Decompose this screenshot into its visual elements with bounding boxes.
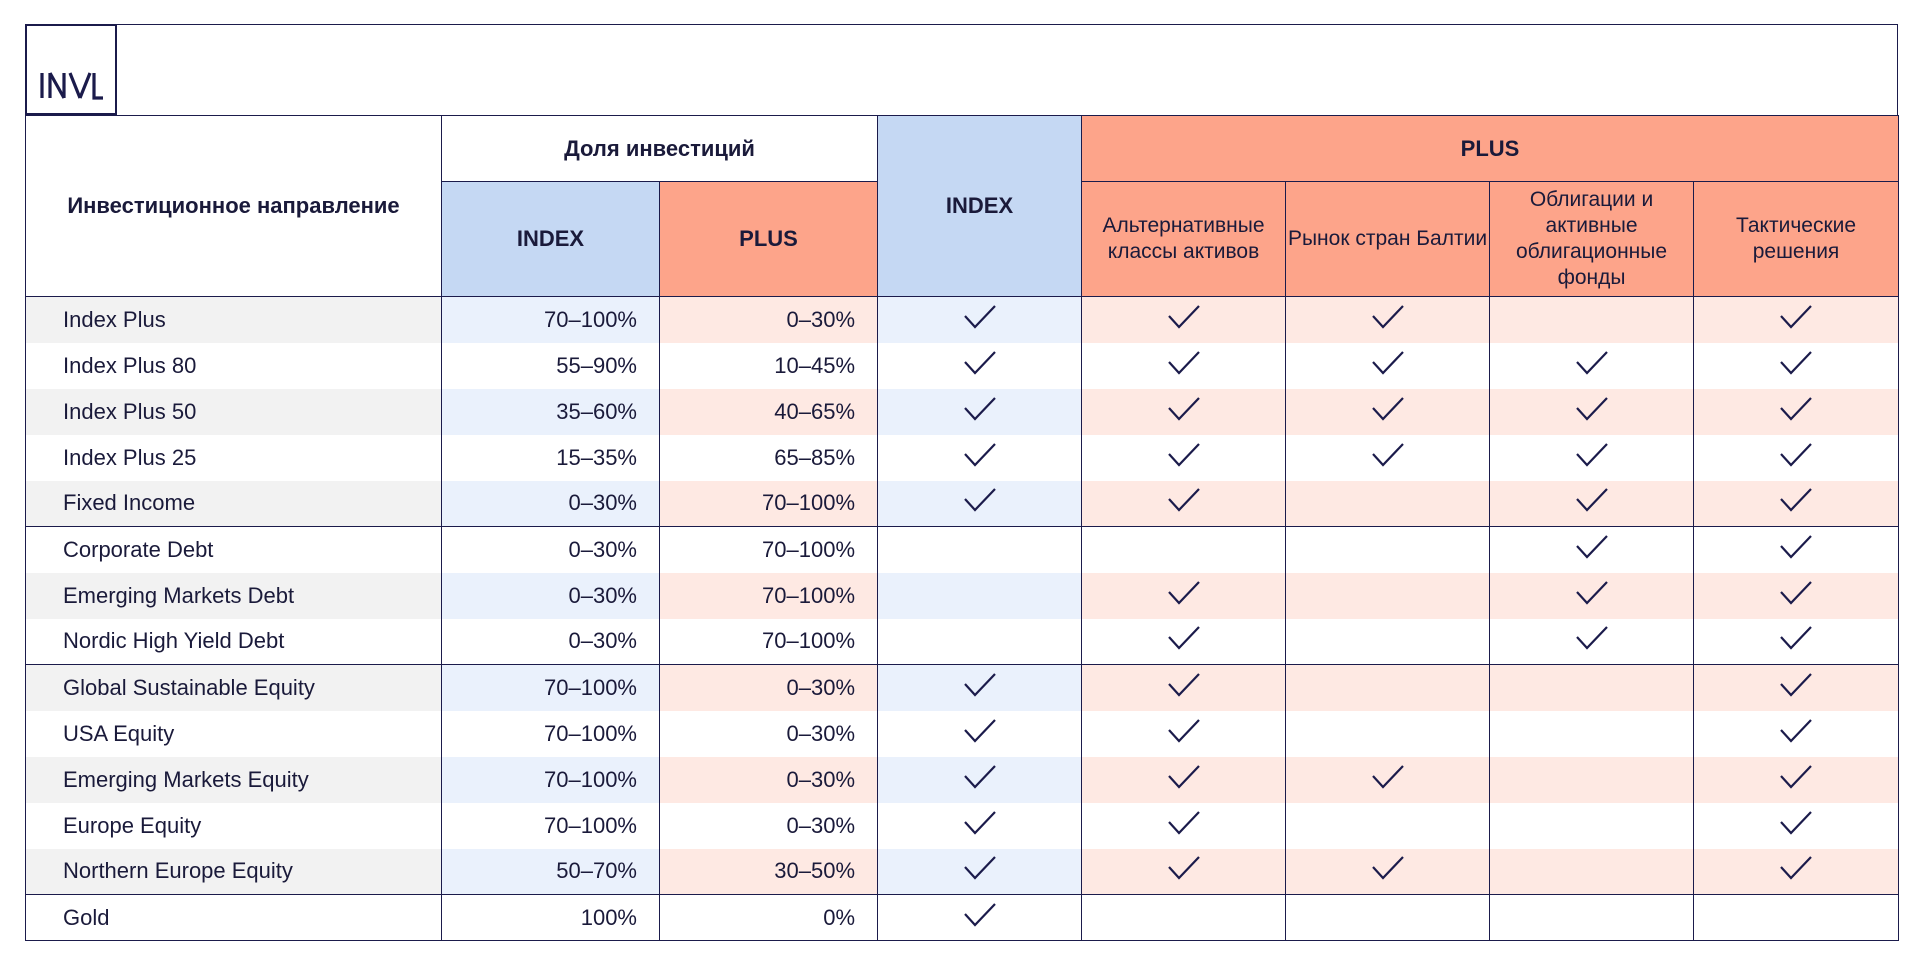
row-alternative-cell [1082, 573, 1286, 619]
checkmark-icon [963, 672, 997, 698]
checkmark-icon [963, 304, 997, 330]
checkmark-icon [1167, 350, 1201, 376]
checkmark-icon [1371, 396, 1405, 422]
row-index-cell [878, 527, 1082, 573]
checkmark-icon [1779, 764, 1813, 790]
row-baltic-cell [1286, 297, 1490, 343]
row-plus-share: 0–30% [660, 803, 878, 849]
row-index-cell [878, 435, 1082, 481]
row-baltic-cell [1286, 435, 1490, 481]
row-bonds-cell [1490, 297, 1694, 343]
row-baltic-cell [1286, 389, 1490, 435]
table-row [26, 481, 1899, 527]
row-bonds-cell [1490, 803, 1694, 849]
row-bonds-cell [1490, 711, 1694, 757]
row-tactical-cell [1694, 849, 1899, 895]
fund-comparison-table [25, 115, 1899, 941]
table-row [26, 343, 1899, 389]
checkmark-icon [963, 442, 997, 468]
row-index-cell [878, 757, 1082, 803]
row-baltic-cell [1286, 665, 1490, 711]
row-plus-share: 0% [660, 895, 878, 941]
row-alternative-cell [1082, 803, 1286, 849]
checkmark-icon [1167, 487, 1201, 513]
row-name: Index Plus 80 [26, 343, 442, 389]
row-index-cell [878, 297, 1082, 343]
row-index-share: 70–100% [442, 711, 660, 757]
row-index-share: 70–100% [442, 803, 660, 849]
row-tactical-cell [1694, 573, 1899, 619]
header-direction: Инвестиционное направление [26, 116, 442, 297]
row-plus-share: 0–30% [660, 297, 878, 343]
checkmark-icon [963, 396, 997, 422]
row-index-share: 35–60% [442, 389, 660, 435]
header-frame [25, 24, 1898, 115]
checkmark-icon [1167, 764, 1201, 790]
checkmark-icon [1779, 534, 1813, 560]
invl-logo [25, 24, 117, 115]
row-tactical-cell [1694, 343, 1899, 389]
row-baltic-cell [1286, 803, 1490, 849]
table-row [26, 849, 1899, 895]
header-share: Доля инвестиций [442, 116, 878, 182]
row-name: Northern Europe Equity [26, 849, 442, 895]
checkmark-icon [963, 902, 997, 928]
checkmark-icon [1167, 672, 1201, 698]
row-alternative-cell [1082, 757, 1286, 803]
table-row [26, 297, 1899, 343]
row-index-cell [878, 895, 1082, 941]
row-baltic-cell [1286, 527, 1490, 573]
row-index-share: 15–35% [442, 435, 660, 481]
table-row [26, 711, 1899, 757]
checkmark-icon [1167, 442, 1201, 468]
row-name: Global Sustainable Equity [26, 665, 442, 711]
checkmark-icon [1167, 810, 1201, 836]
row-plus-share: 10–45% [660, 343, 878, 389]
row-index-share: 0–30% [442, 527, 660, 573]
header-plus: PLUS [1082, 116, 1899, 182]
header-feature-alternative: Альтернативные классы активов [1082, 182, 1286, 297]
checkmark-icon [1779, 625, 1813, 651]
checkmark-icon [1371, 350, 1405, 376]
header-feature-bonds: Облигации и активные облигационные фонды [1490, 182, 1694, 297]
checkmark-icon [1371, 304, 1405, 330]
row-index-cell [878, 711, 1082, 757]
row-alternative-cell [1082, 527, 1286, 573]
row-plus-share: 70–100% [660, 481, 878, 527]
row-name: Europe Equity [26, 803, 442, 849]
row-name: Corporate Debt [26, 527, 442, 573]
row-name: Emerging Markets Debt [26, 573, 442, 619]
checkmark-icon [1167, 304, 1201, 330]
row-baltic-cell [1286, 895, 1490, 941]
row-plus-share: 65–85% [660, 435, 878, 481]
header-index: INDEX [878, 116, 1082, 297]
row-plus-share: 70–100% [660, 527, 878, 573]
row-tactical-cell [1694, 803, 1899, 849]
checkmark-icon [963, 350, 997, 376]
table-row [26, 665, 1899, 711]
row-name: Emerging Markets Equity [26, 757, 442, 803]
row-index-share: 0–30% [442, 481, 660, 527]
row-tactical-cell [1694, 435, 1899, 481]
row-tactical-cell [1694, 297, 1899, 343]
row-index-cell [878, 665, 1082, 711]
header-feature-tactical: Тактические решения [1694, 182, 1899, 297]
checkmark-icon [1371, 764, 1405, 790]
checkmark-icon [1575, 534, 1609, 560]
checkmark-icon [1575, 487, 1609, 513]
checkmark-icon [1779, 718, 1813, 744]
row-bonds-cell [1490, 849, 1694, 895]
row-plus-share: 70–100% [660, 573, 878, 619]
row-alternative-cell [1082, 297, 1286, 343]
row-bonds-cell [1490, 527, 1694, 573]
row-index-share: 55–90% [442, 343, 660, 389]
checkmark-icon [1575, 580, 1609, 606]
row-baltic-cell [1286, 343, 1490, 389]
header-feature-baltic: Рынок стран Балтии [1286, 182, 1490, 297]
checkmark-icon [1371, 442, 1405, 468]
row-name: Gold [26, 895, 442, 941]
row-plus-share: 0–30% [660, 665, 878, 711]
row-tactical-cell [1694, 895, 1899, 941]
table-row [26, 803, 1899, 849]
row-tactical-cell [1694, 757, 1899, 803]
row-bonds-cell [1490, 665, 1694, 711]
row-alternative-cell [1082, 619, 1286, 665]
row-index-share: 0–30% [442, 573, 660, 619]
row-index-cell [878, 573, 1082, 619]
table-row [26, 435, 1899, 481]
checkmark-icon [963, 855, 997, 881]
checkmark-icon [1371, 855, 1405, 881]
row-alternative-cell [1082, 481, 1286, 527]
checkmark-icon [963, 718, 997, 744]
row-index-cell [878, 389, 1082, 435]
row-tactical-cell [1694, 481, 1899, 527]
row-alternative-cell [1082, 343, 1286, 389]
row-name: USA Equity [26, 711, 442, 757]
checkmark-icon [1779, 580, 1813, 606]
row-name: Fixed Income [26, 481, 442, 527]
checkmark-icon [1575, 396, 1609, 422]
table-row [26, 619, 1899, 665]
row-bonds-cell [1490, 895, 1694, 941]
table-row [26, 895, 1899, 941]
checkmark-icon [963, 764, 997, 790]
row-index-cell [878, 849, 1082, 895]
header-share-index: INDEX [442, 182, 660, 297]
row-alternative-cell [1082, 435, 1286, 481]
row-bonds-cell [1490, 343, 1694, 389]
row-index-cell [878, 343, 1082, 389]
row-plus-share: 0–30% [660, 757, 878, 803]
header-share-plus: PLUS [660, 182, 878, 297]
row-plus-share: 70–100% [660, 619, 878, 665]
row-bonds-cell [1490, 435, 1694, 481]
row-baltic-cell [1286, 757, 1490, 803]
row-tactical-cell [1694, 711, 1899, 757]
checkmark-icon [1167, 718, 1201, 744]
row-alternative-cell [1082, 711, 1286, 757]
row-alternative-cell [1082, 895, 1286, 941]
row-plus-share: 30–50% [660, 849, 878, 895]
row-name: Index Plus [26, 297, 442, 343]
checkmark-icon [1575, 625, 1609, 651]
row-baltic-cell [1286, 573, 1490, 619]
row-bonds-cell [1490, 481, 1694, 527]
checkmark-icon [1167, 855, 1201, 881]
checkmark-icon [1779, 304, 1813, 330]
row-index-share: 70–100% [442, 665, 660, 711]
row-name: Nordic High Yield Debt [26, 619, 442, 665]
checkmark-icon [963, 487, 997, 513]
row-baltic-cell [1286, 619, 1490, 665]
checkmark-icon [1779, 810, 1813, 836]
row-baltic-cell [1286, 849, 1490, 895]
row-alternative-cell [1082, 665, 1286, 711]
checkmark-icon [1779, 442, 1813, 468]
row-tactical-cell [1694, 389, 1899, 435]
table-row [26, 573, 1899, 619]
row-index-cell [878, 619, 1082, 665]
checkmark-icon [1779, 672, 1813, 698]
row-tactical-cell [1694, 527, 1899, 573]
row-index-share: 0–30% [442, 619, 660, 665]
row-name: Index Plus 25 [26, 435, 442, 481]
row-bonds-cell [1490, 573, 1694, 619]
row-index-share: 100% [442, 895, 660, 941]
checkmark-icon [1575, 442, 1609, 468]
row-plus-share: 0–30% [660, 711, 878, 757]
row-tactical-cell [1694, 665, 1899, 711]
checkmark-icon [1779, 487, 1813, 513]
row-alternative-cell [1082, 389, 1286, 435]
row-name: Index Plus 50 [26, 389, 442, 435]
row-baltic-cell [1286, 711, 1490, 757]
checkmark-icon [1167, 625, 1201, 651]
row-tactical-cell [1694, 619, 1899, 665]
checkmark-icon [1779, 350, 1813, 376]
checkmark-icon [1167, 580, 1201, 606]
row-index-cell [878, 803, 1082, 849]
row-bonds-cell [1490, 757, 1694, 803]
checkmark-icon [963, 810, 997, 836]
row-index-share: 70–100% [442, 757, 660, 803]
checkmark-icon [1779, 855, 1813, 881]
row-index-share: 50–70% [442, 849, 660, 895]
checkmark-icon [1167, 396, 1201, 422]
row-index-share: 70–100% [442, 297, 660, 343]
row-bonds-cell [1490, 619, 1694, 665]
row-index-cell [878, 481, 1082, 527]
row-bonds-cell [1490, 389, 1694, 435]
checkmark-icon [1575, 350, 1609, 376]
table-row [26, 527, 1899, 573]
table-row [26, 757, 1899, 803]
row-plus-share: 40–65% [660, 389, 878, 435]
table-row [26, 389, 1899, 435]
table-body [26, 297, 1899, 941]
row-alternative-cell [1082, 849, 1286, 895]
checkmark-icon [1779, 396, 1813, 422]
row-baltic-cell [1286, 481, 1490, 527]
